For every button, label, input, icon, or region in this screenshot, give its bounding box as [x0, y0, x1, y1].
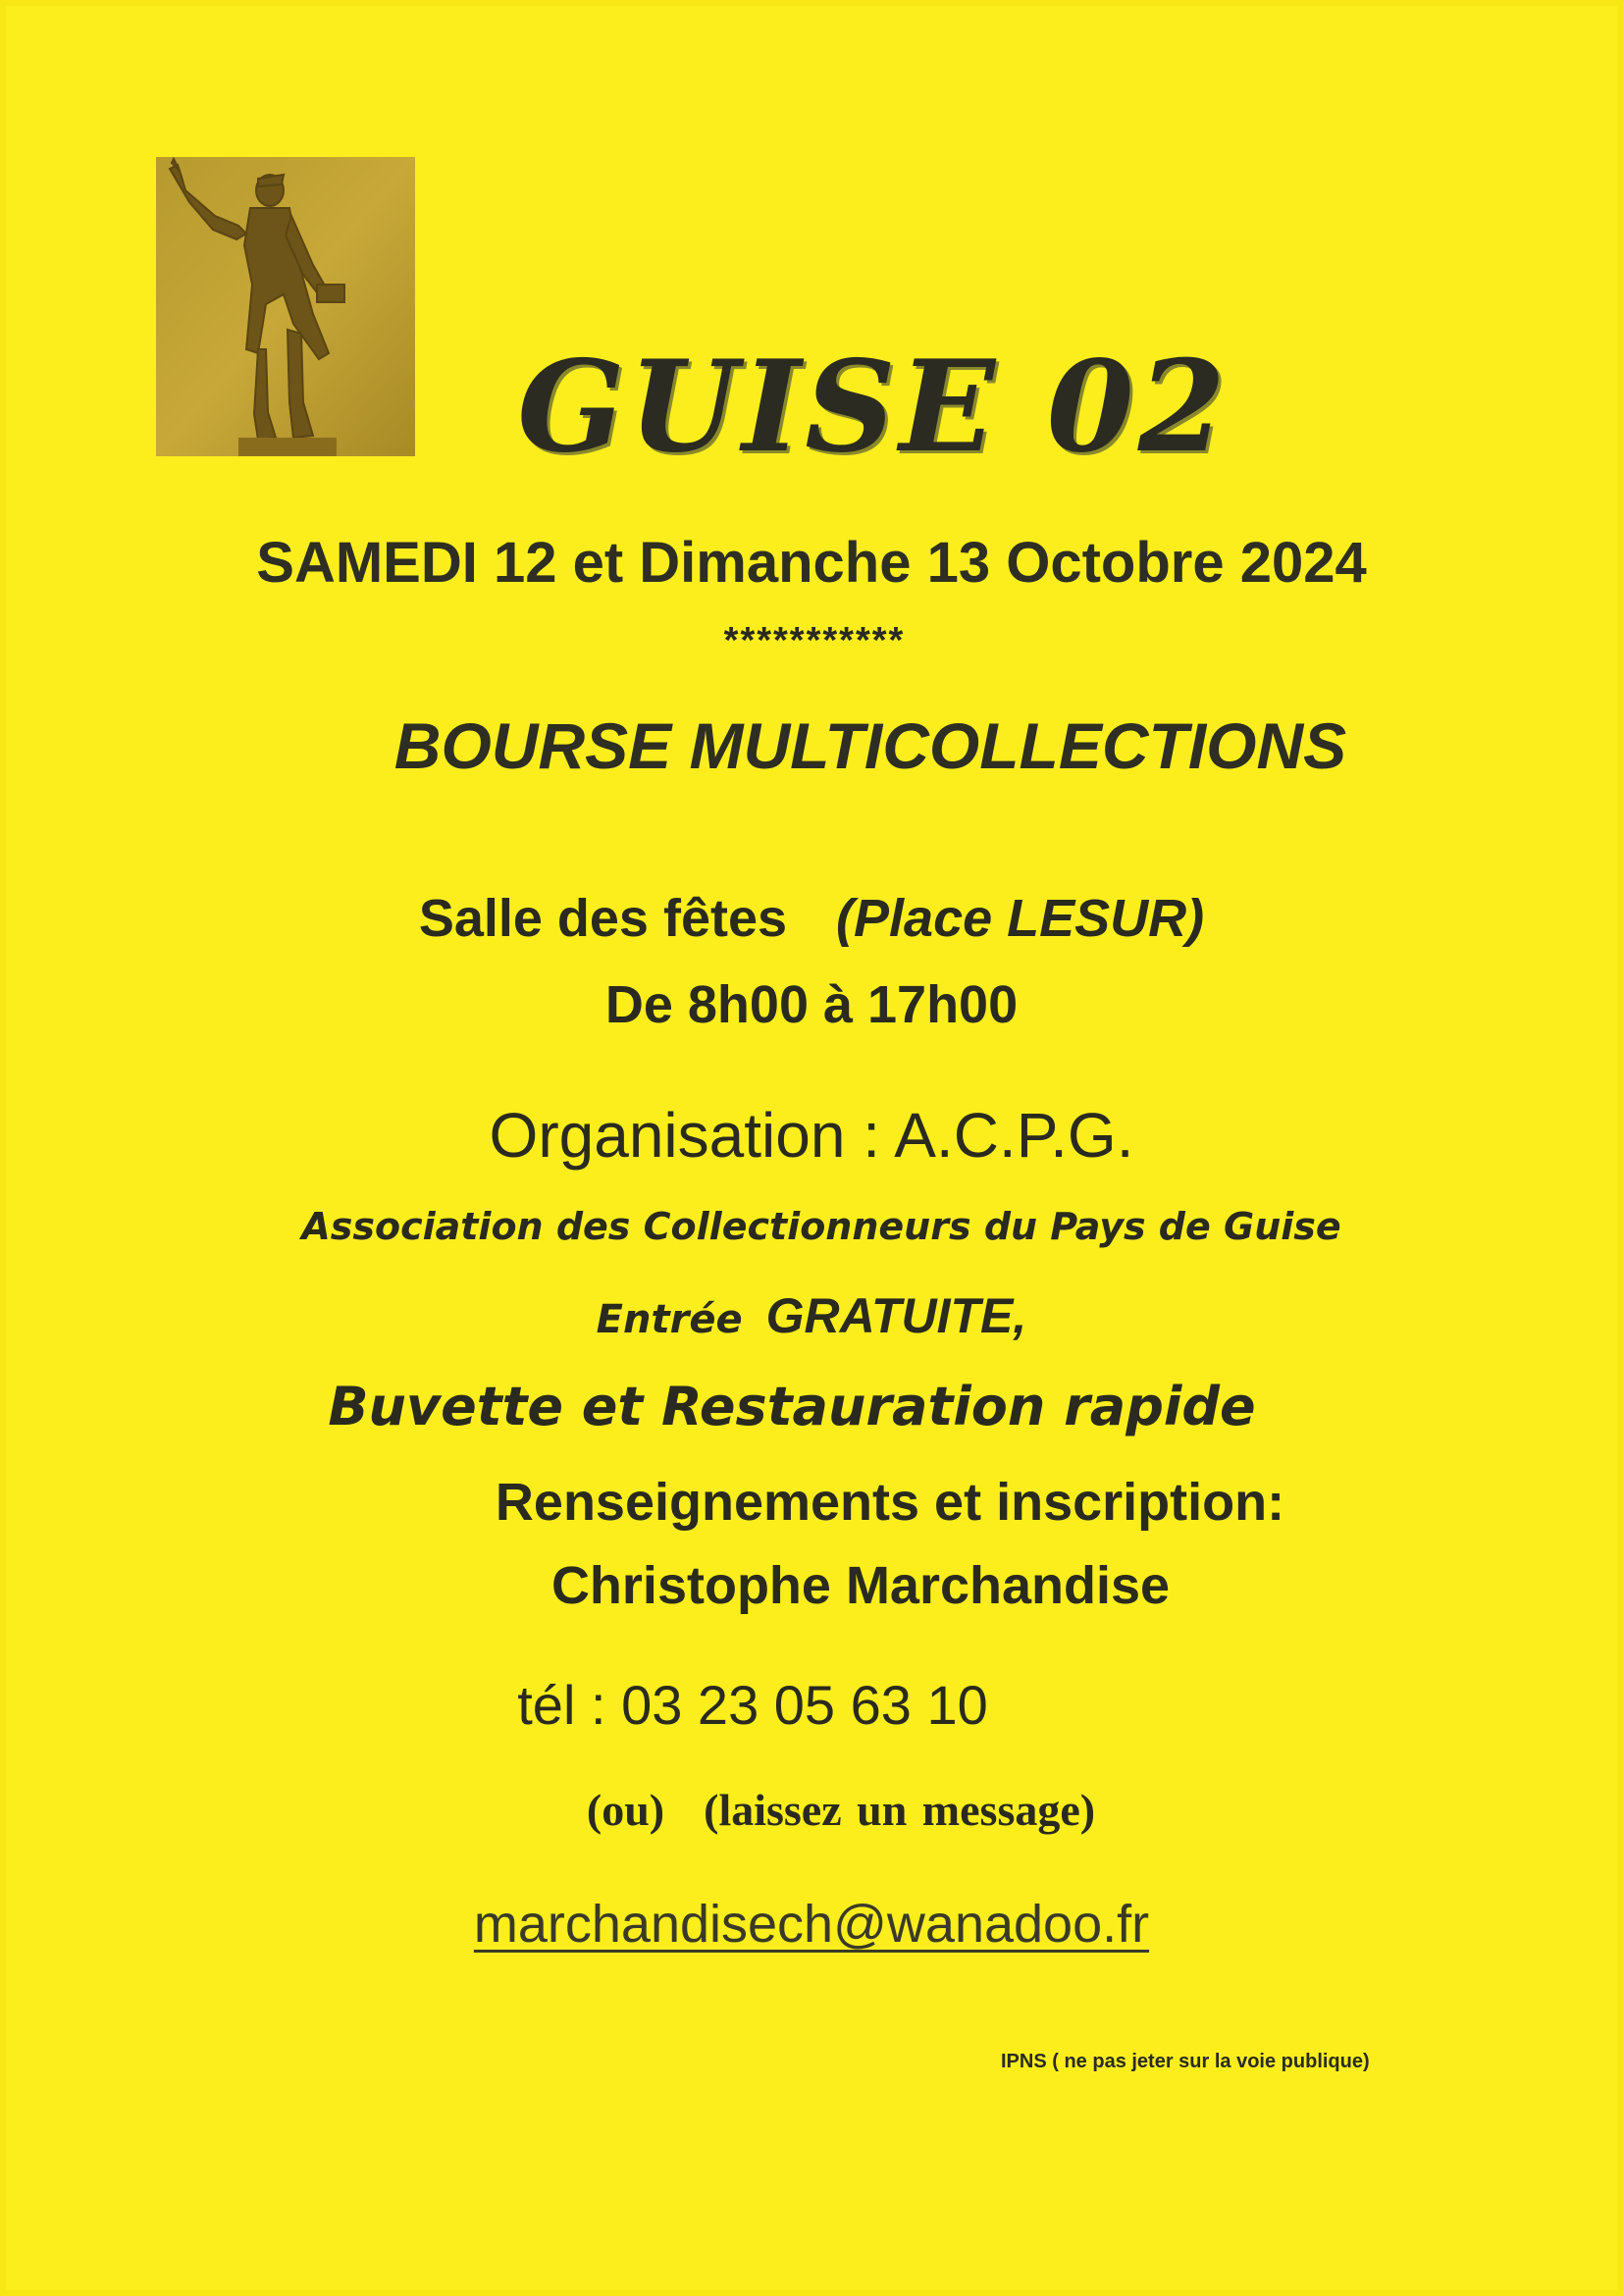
opening-hours: De 8h00 à 17h00	[604, 975, 1019, 1034]
venue-place: (Place LESUR)	[836, 889, 1205, 948]
separator: ***********	[723, 620, 906, 661]
venue-hall: Salle des fêtes	[418, 889, 788, 948]
phone-number: tél : 03 23 05 63 10	[517, 1674, 988, 1736]
email	[0, 1894, 1623, 1955]
food-info: Buvette et Restauration rapide	[328, 1376, 1256, 1437]
entry-price: GRATUITE,	[765, 1288, 1027, 1343]
organisation: Organisation : A.C.P.G.	[489, 1100, 1134, 1171]
footer-ipns: IPNS ( ne pas jeter sur la voie publique)	[1001, 2051, 1370, 2072]
info-label: Renseignements et inscription:	[495, 1473, 1285, 1532]
statue-photo	[156, 157, 415, 456]
venue	[0, 888, 1623, 949]
event-dates: SAMEDI 12 et Dimanche 13 Octobre 2024	[256, 531, 1367, 595]
page-title: GUISE 02	[517, 334, 1230, 481]
entry-info	[0, 1287, 1623, 1344]
association-name: Association des Collectionneurs du Pays de Guise	[301, 1205, 1341, 1248]
message-or: (ou)	[586, 1785, 665, 1835]
entry-label: Entrée	[596, 1297, 743, 1342]
event-name: BOURSE MULTICOLLECTIONS	[393, 709, 1347, 782]
message-note	[29, 1784, 1623, 1836]
email-link[interactable]: marchandisech@wanadoo.fr	[473, 1895, 1150, 1954]
contact-name: Christophe Marchandise	[550, 1556, 1171, 1615]
message-leave: (laissez un message)	[704, 1785, 1096, 1835]
